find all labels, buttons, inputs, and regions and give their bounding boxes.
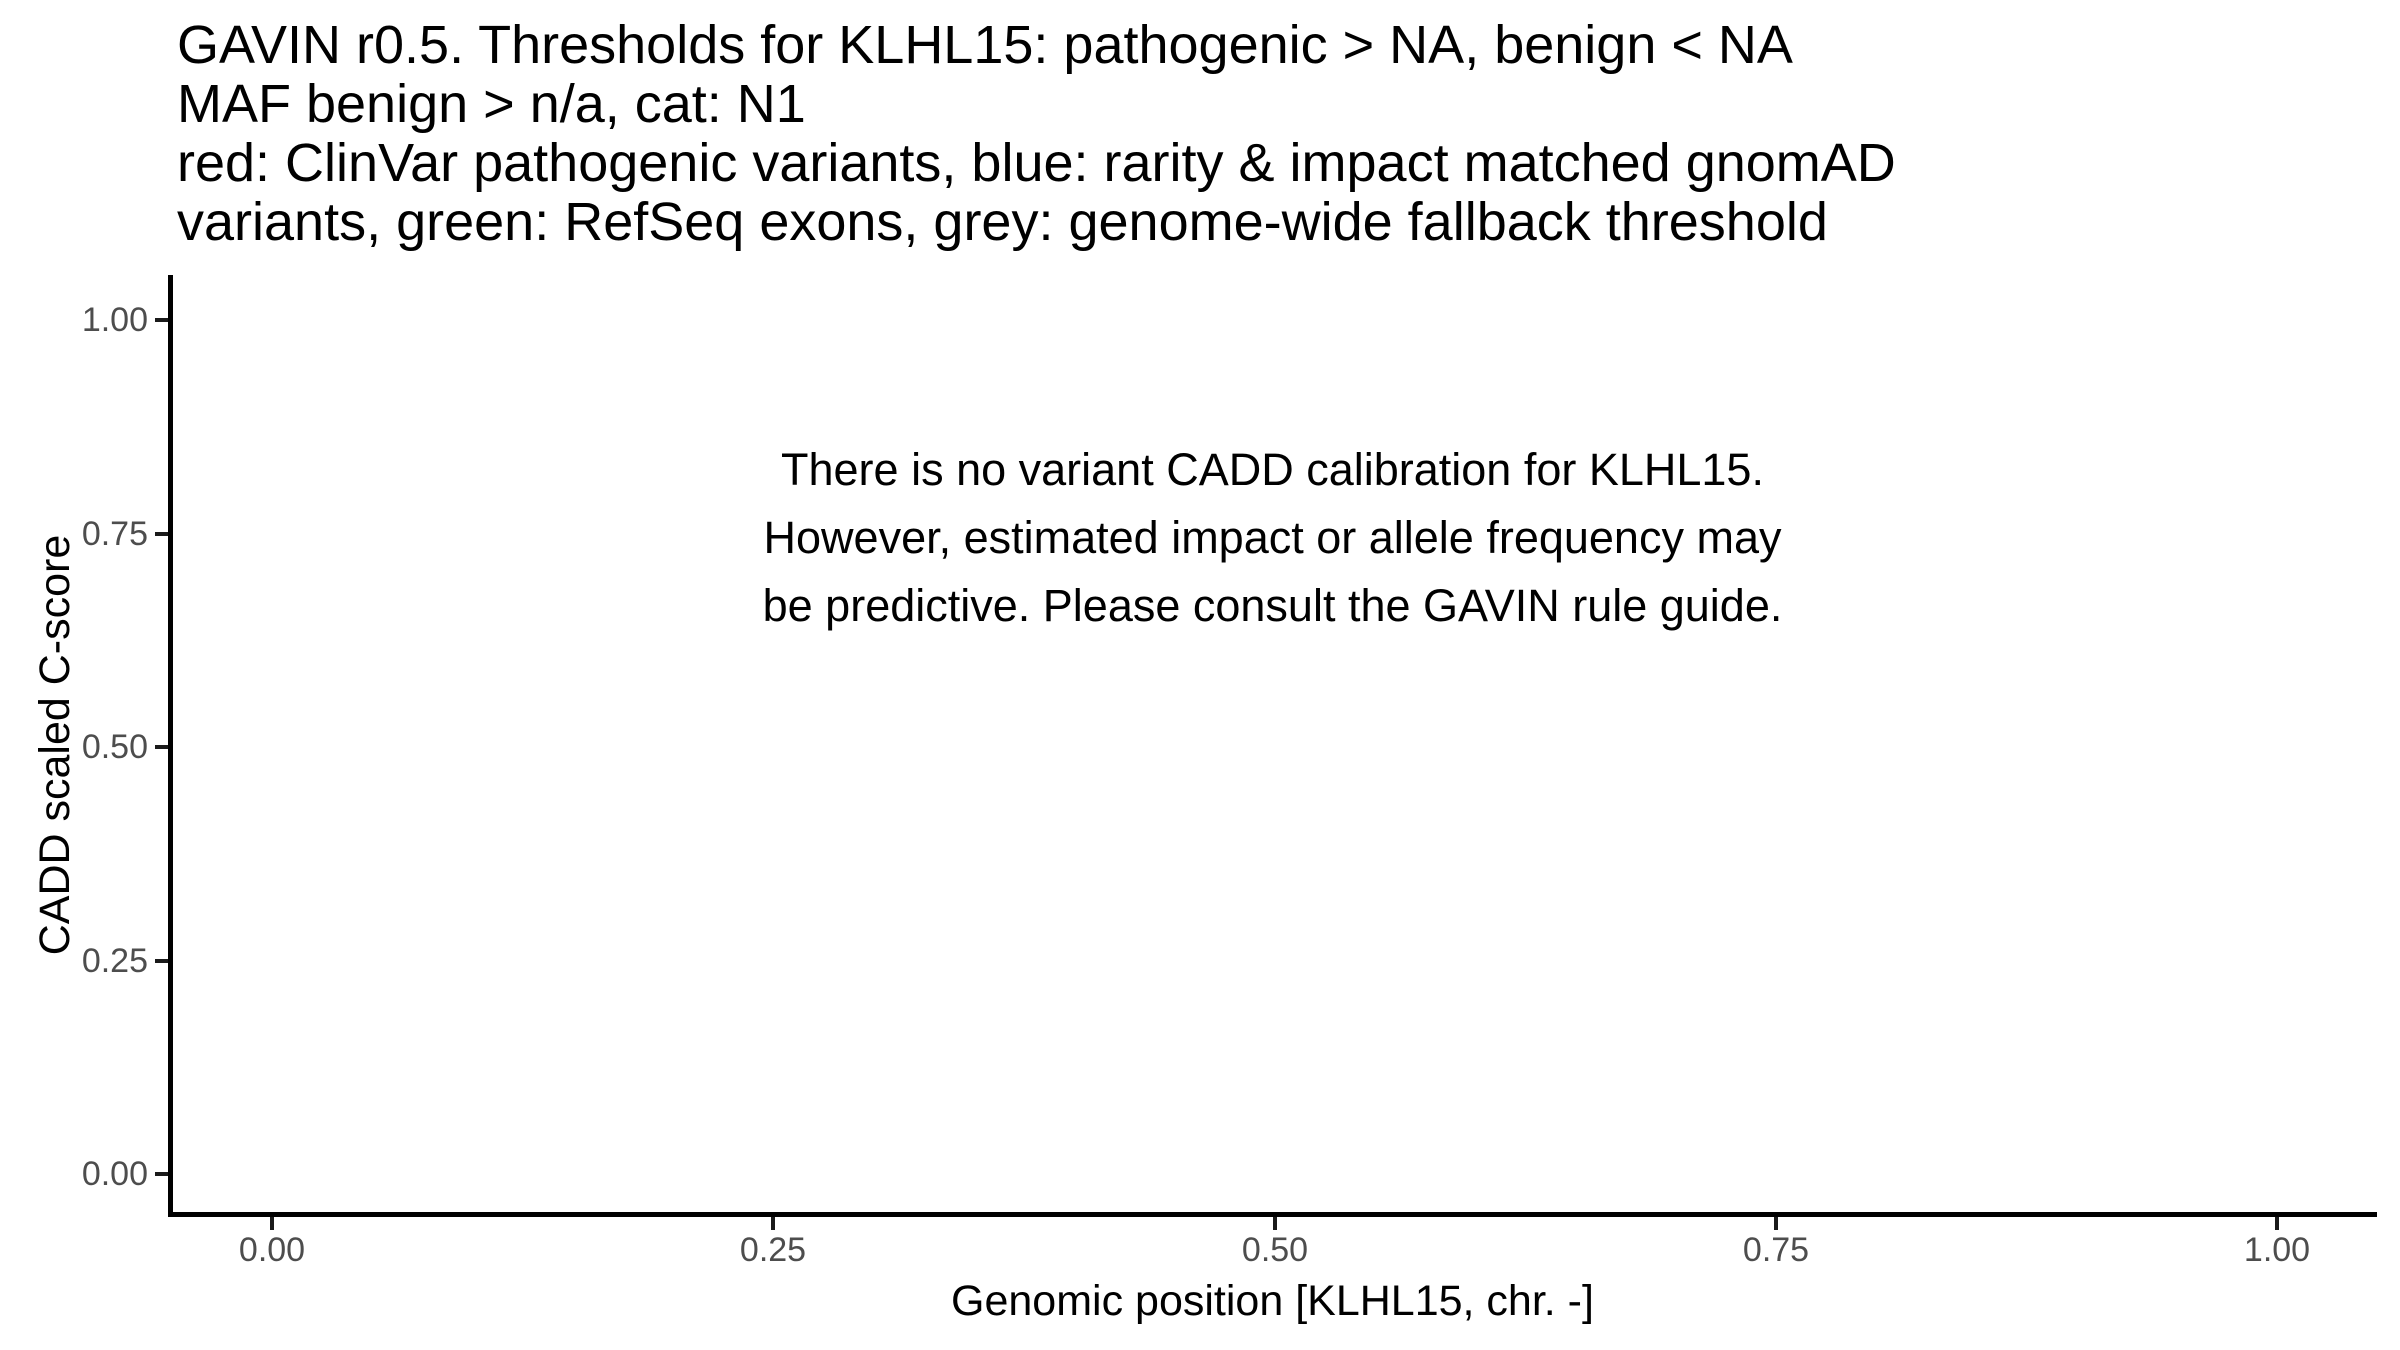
y-tick-mark-0.25 <box>155 959 168 963</box>
y-tick-mark-0.50 <box>155 745 168 749</box>
no-calibration-message <box>168 436 2377 640</box>
y-tick-mark-0.00 <box>155 1172 168 1176</box>
plot-title-line-4: variants, green: RefSeq exons, grey: genome-wide fallback threshold <box>177 192 1828 252</box>
x-tick-mark-0.00 <box>270 1217 274 1230</box>
x-tick-label: 0.25 <box>739 1231 807 1269</box>
y-tick-mark-1.00 <box>155 318 168 322</box>
no-calibration-message-line-3: be predictive. Please consult the GAVIN rule guide. <box>762 580 1783 631</box>
y-tick-label: 1.00 <box>81 301 148 339</box>
y-tick-label: 0.00 <box>81 1155 148 1193</box>
x-axis-title: Genomic position [KLHL15, chr. -] <box>951 1277 1594 1325</box>
x-tick-label: 0.00 <box>238 1231 306 1269</box>
x-tick-label: 0.50 <box>1241 1231 1309 1269</box>
plot-title-line-2: MAF benign > n/a, cat: N1 <box>177 74 806 134</box>
y-tick-label: 0.25 <box>81 942 148 980</box>
y-axis-title: CADD scaled C-score <box>31 534 79 956</box>
plot-title-line-3: red: ClinVar pathogenic variants, blue: rarity & impact matched gnomAD <box>177 133 1896 193</box>
x-tick-mark-1.00 <box>2275 1217 2279 1230</box>
x-tick-mark-0.50 <box>1273 1217 1277 1230</box>
x-tick-label: 0.75 <box>1742 1231 1810 1269</box>
x-tick-label: 1.00 <box>2243 1231 2311 1269</box>
y-tick-label: 0.50 <box>81 728 148 766</box>
plot-title-line-1: GAVIN r0.5. Thresholds for KLHL15: pathogenic > NA, benign < NA <box>177 15 1793 75</box>
no-calibration-message-line-2: However, estimated impact or allele frequency may <box>763 512 1782 563</box>
plot-title <box>177 16 1896 252</box>
x-tick-mark-0.75 <box>1774 1217 1778 1230</box>
plot-panel <box>168 275 2377 1217</box>
no-calibration-message-line-1: There is no variant CADD calibration for KLHL15. <box>781 444 1764 495</box>
y-tick-label: 0.75 <box>81 515 148 553</box>
x-tick-mark-0.25 <box>771 1217 775 1230</box>
y-tick-mark-0.75 <box>155 532 168 536</box>
